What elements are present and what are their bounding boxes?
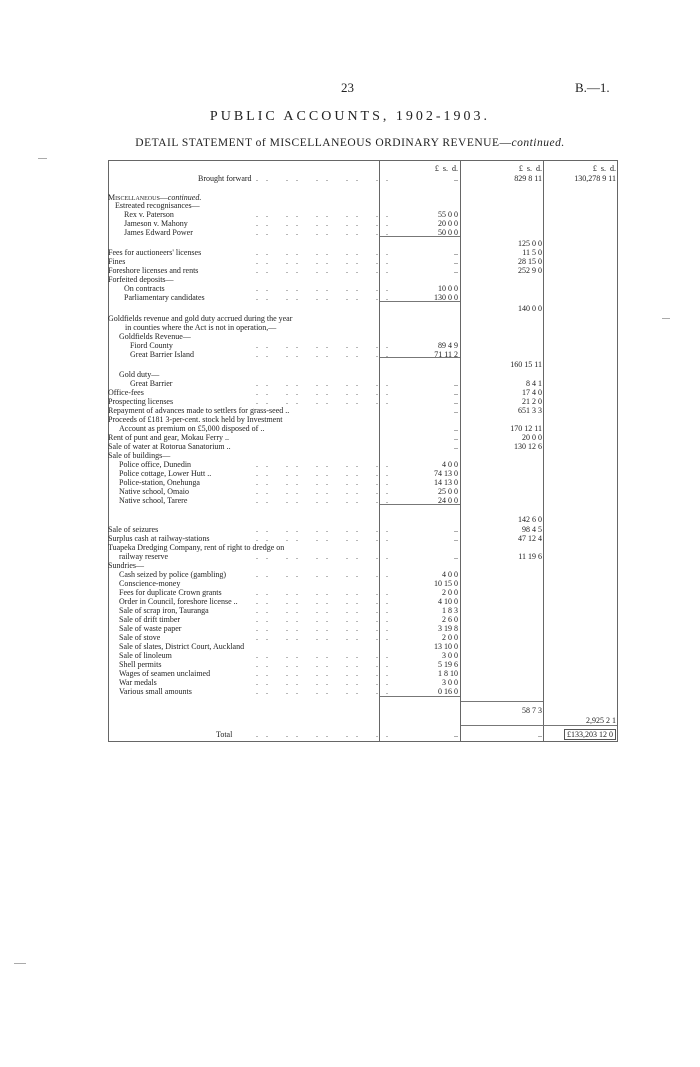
ledger-row	[108, 248, 618, 257]
leader-dots: .. .. .. .. ..	[256, 266, 396, 275]
amount-c2: 28 15 0	[518, 257, 542, 266]
row-description: railway reserve	[119, 552, 169, 561]
leader-dots: .. .. .. .. ..	[256, 388, 396, 397]
amount-c2: 21 2 0	[522, 397, 542, 406]
page-number: 23	[341, 80, 354, 95]
leader-dots: .. .. .. .. ..	[256, 248, 396, 257]
amount-c1: ..	[454, 388, 458, 397]
amount-c2: 17 4 0	[522, 388, 542, 397]
ledger-row	[108, 588, 618, 597]
grand-total-value: £133,203 12 0	[564, 729, 616, 740]
amount-c1: 2 0 0	[442, 588, 458, 597]
ledger-row	[108, 174, 618, 183]
amount-c2: 11 5 0	[522, 248, 542, 257]
ledger-row	[108, 415, 618, 424]
amount-c1: 24 0 0	[438, 496, 458, 505]
row-description: Rex v. Paterson	[124, 210, 174, 219]
leader-dots: .. .. .. .. ..	[256, 257, 396, 266]
amount-c1: ..	[454, 534, 458, 543]
amount-c1: 13 10 0	[434, 642, 458, 651]
leader-dots: .. .. .. .. ..	[256, 651, 396, 660]
ledger-row	[108, 275, 618, 284]
leader-dots: .. .. .. .. ..	[256, 588, 396, 597]
row-description: Native school, Tarere	[119, 496, 188, 505]
row-description: Prospecting licenses	[108, 397, 174, 406]
leader-dots: .. .. .. .. ..	[256, 669, 396, 678]
ledger-row	[108, 228, 618, 237]
amount-c1: 3 19 8	[438, 624, 458, 633]
ledger-row	[108, 266, 618, 275]
subtotal-rule	[461, 725, 617, 726]
row-description: Repayment of advances made to settlers for grass-seed ..	[108, 406, 290, 415]
leader-dots: .. .. .. .. ..	[256, 597, 396, 606]
document-title: PUBLIC ACCOUNTS, 1902-1903.	[209, 109, 491, 124]
row-description: Goldfields Revenue—	[119, 332, 191, 341]
row-description: in counties where the Act is not in operation,—	[125, 323, 277, 332]
ledger-row	[108, 561, 618, 570]
row-description: Fines	[108, 257, 126, 266]
amount-c2: ..	[538, 730, 542, 739]
amount-c1: 4 10 0	[438, 597, 458, 606]
row-description: Proceeds of £181 3-per-cent. stock held by Investment	[108, 415, 283, 424]
row-description: Sale of water at Rotorua Sanatorium ..	[108, 442, 231, 451]
amount-c1: 3 0 0	[442, 651, 458, 660]
amount-c1: ..	[454, 248, 458, 257]
amount-c1: 74 13 0	[434, 469, 458, 478]
amount-c1: 89 4 9	[438, 341, 458, 350]
row-description: Various small amounts	[119, 687, 192, 696]
leader-dots: .. .. .. .. ..	[256, 487, 396, 496]
leader-dots: .. .. .. .. ..	[256, 615, 396, 624]
ledger-row	[108, 716, 618, 725]
column-header-3: £ s. d.	[592, 164, 616, 173]
subtotal-rule	[380, 504, 460, 505]
amount-c1: ..	[454, 174, 458, 183]
amount-c3: 130,278 9 11	[574, 174, 616, 183]
amount-c2: 252 9 0	[518, 266, 542, 275]
amount-c1: 1 8 3	[442, 606, 458, 615]
leader-dots: .. .. .. .. ..	[256, 552, 396, 561]
row-description: Estreated recognisances—	[115, 201, 200, 210]
row-description: Brought forward	[198, 174, 252, 183]
ledger-row	[108, 570, 618, 579]
column-header-2: £ s. d.	[518, 164, 542, 173]
ledger-row	[108, 406, 618, 415]
amount-c2: 125 0 0	[518, 239, 542, 248]
ledger-row	[108, 543, 618, 552]
row-description: Fiord County	[130, 341, 173, 350]
row-description: Sale of slates, District Court, Auckland	[119, 642, 245, 651]
ledger-row	[108, 332, 618, 341]
leader-dots: .. .. .. .. ..	[256, 341, 396, 350]
ledger-row	[108, 487, 618, 496]
amount-c1: 130 0 0	[434, 293, 458, 302]
ledger-row	[108, 293, 618, 302]
row-description: Conscience-money	[119, 579, 181, 588]
ledger-row	[108, 210, 618, 219]
row-description: Goldfields revenue and gold duty accrued during the year	[108, 314, 293, 323]
amount-c2: 98 4 5	[522, 525, 542, 534]
ledger-row	[108, 379, 618, 388]
row-description: On contracts	[124, 284, 165, 293]
row-description: Total	[216, 730, 233, 739]
amount-c2: 170 12 11	[510, 424, 542, 433]
subtotal-rule	[380, 301, 460, 302]
ledger-row	[108, 201, 618, 210]
ledger-row	[108, 606, 618, 615]
ledger-row	[108, 304, 618, 313]
ledger-row	[108, 239, 618, 248]
ledger-row	[108, 433, 618, 442]
ledger-row	[108, 624, 618, 633]
amount-c2: 651 3 3	[518, 406, 542, 415]
row-description: James Edward Power	[124, 228, 193, 237]
row-description: Shell permits	[119, 660, 162, 669]
row-description: Sundries—	[108, 561, 144, 570]
subtotal-rule	[380, 696, 460, 697]
margin-mark	[38, 158, 47, 159]
leader-dots: .. .. .. .. ..	[256, 228, 396, 237]
amount-c2: 130 12 6	[514, 442, 542, 451]
ledger-row	[108, 219, 618, 228]
amount-c1: 4 0 0	[442, 570, 458, 579]
total-row	[108, 730, 618, 739]
row-description: Surplus cash at railway-stations	[108, 534, 210, 543]
ledger-row	[108, 257, 618, 266]
amount-c1: ..	[454, 406, 458, 415]
row-description: Sale of waste paper	[119, 624, 182, 633]
ledger-row	[108, 597, 618, 606]
amount-c1: ..	[454, 266, 458, 275]
row-description: Sale of stove	[119, 633, 161, 642]
amount-c2: 829 8 11	[514, 174, 542, 183]
row-description: Foreshore licenses and rents	[108, 266, 199, 275]
leader-dots: .. .. .. .. ..	[256, 379, 396, 388]
leader-dots: .. .. .. .. ..	[256, 293, 396, 302]
amount-c2: 11 19 6	[518, 552, 542, 561]
ledger-row	[108, 424, 618, 433]
ledger-row	[108, 534, 618, 543]
amount-c1: 5 19 6	[438, 660, 458, 669]
leader-dots: .. .. .. .. ..	[256, 687, 396, 696]
amount-c1: 1 8 10	[438, 669, 458, 678]
leader-dots: .. .. .. .. ..	[256, 350, 396, 359]
row-description: Sale of buildings—	[108, 451, 171, 460]
amount-c2: 160 15 11	[510, 360, 542, 369]
amount-c1: ..	[454, 433, 458, 442]
amount-c1: 71 11 2	[434, 350, 458, 359]
row-description: Wages of seamen unclaimed	[119, 669, 211, 678]
amount-c2: 47 12 4	[518, 534, 542, 543]
margin-mark	[662, 318, 670, 319]
leader-dots: .. .. .. .. ..	[256, 460, 396, 469]
ledger-row	[108, 496, 618, 505]
ledger-row	[108, 284, 618, 293]
ledger-row	[108, 442, 618, 451]
ledger-row	[108, 660, 618, 669]
subtotal-rule	[461, 701, 543, 702]
amount-c1: ..	[454, 257, 458, 266]
ledger-row	[108, 341, 618, 350]
ledger-row	[108, 651, 618, 660]
amount-c1: 10 15 0	[434, 579, 458, 588]
subtotal-rule	[380, 236, 460, 237]
row-description: Order in Council, foreshore license ..	[119, 597, 238, 606]
leader-dots: .. .. .. .. ..	[256, 284, 396, 293]
amount-c1: 10 0 0	[438, 284, 458, 293]
amount-c2: 58 7 3	[522, 706, 542, 715]
leader-dots: .. .. .. .. ..	[256, 660, 396, 669]
amount-c2: 8 4 1	[526, 379, 542, 388]
amount-c1: 4 0 0	[442, 460, 458, 469]
leader-dots: .. .. .. .. ..	[256, 210, 396, 219]
amount-c1: ..	[454, 379, 458, 388]
row-description: Police-station, Onehunga	[119, 478, 200, 487]
amount-c1: 2 6 0	[442, 615, 458, 624]
subtitle-continued: continued.	[511, 137, 565, 149]
table-bottom-rule	[108, 741, 618, 742]
row-description: Forfeited deposits—	[108, 275, 174, 284]
amount-c1: 0 16 0	[438, 687, 458, 696]
amount-c1: 3 0 0	[442, 678, 458, 687]
ledger-row	[108, 642, 618, 651]
ledger-row	[108, 388, 618, 397]
amount-c1: 14 13 0	[434, 478, 458, 487]
amount-c1: 25 0 0	[438, 487, 458, 496]
leader-dots: .. .. .. .. ..	[256, 730, 396, 739]
ledger-row	[108, 515, 618, 524]
ledger-row	[108, 579, 618, 588]
leader-dots: .. .. .. .. ..	[256, 219, 396, 228]
amount-c3	[545, 730, 616, 739]
ledger-row	[108, 478, 618, 487]
row-description: Sale of seizures	[108, 525, 159, 534]
amount-c1: 20 0 0	[438, 219, 458, 228]
amount-c2: 140 0 0	[518, 304, 542, 313]
row-description: Miscellaneous—continued.	[108, 193, 202, 202]
ledger-row	[108, 678, 618, 687]
amount-c1: 2 0 0	[442, 633, 458, 642]
amount-c1: 50 0 0	[438, 228, 458, 237]
row-description: Sale of linoleum	[119, 651, 172, 660]
amount-c1: ..	[454, 442, 458, 451]
row-description: Account as premium on £5,000 disposed of ..	[119, 424, 265, 433]
row-description: Sale of scrap iron, Tauranga	[119, 606, 209, 615]
ledger-row	[108, 460, 618, 469]
row-description: Gold duty—	[119, 370, 160, 379]
row-description: War medals	[119, 678, 157, 687]
row-description: Parliamentary candidates	[124, 293, 205, 302]
row-description: Cash seized by police (gambling)	[119, 570, 227, 579]
amount-c2: 20 0 0	[522, 433, 542, 442]
leader-dots: .. .. .. .. ..	[256, 496, 396, 505]
amount-c1: ..	[454, 552, 458, 561]
row-description: Rent of punt and gear, Mokau Ferry ..	[108, 433, 229, 442]
ledger-row	[108, 397, 618, 406]
ledger-row	[108, 669, 618, 678]
row-description: Fees for auctioneers' licenses	[108, 248, 202, 257]
leader-dots: .. .. .. .. ..	[256, 624, 396, 633]
leader-dots: .. .. .. .. ..	[256, 174, 396, 183]
row-description: Police office, Dunedin	[119, 460, 192, 469]
amount-c1: ..	[454, 424, 458, 433]
amount-c1: ..	[454, 525, 458, 534]
amount-c1: ..	[454, 730, 458, 739]
ledger-row	[108, 451, 618, 460]
row-description: Great Barrier	[130, 379, 173, 388]
amount-c1: 55 0 0	[438, 210, 458, 219]
margin-mark	[14, 963, 26, 964]
column-header-1: £ s. d.	[434, 164, 458, 173]
ledger-row	[108, 370, 618, 379]
ledger-row	[108, 323, 618, 332]
leader-dots: .. .. .. .. ..	[256, 534, 396, 543]
row-description: Sale of drift timber	[119, 615, 181, 624]
leader-dots: .. .. .. .. ..	[256, 570, 396, 579]
ledger-row	[108, 706, 618, 715]
amount-c1: ..	[454, 397, 458, 406]
ledger-table	[108, 160, 618, 742]
amount-c2: 142 6 0	[518, 515, 542, 524]
table-top-rule	[108, 160, 618, 161]
row-description: Police cottage, Lower Hutt ..	[119, 469, 212, 478]
leader-dots: .. .. .. .. ..	[256, 469, 396, 478]
row-description: Jameson v. Mahony	[124, 219, 188, 228]
ledger-row	[108, 633, 618, 642]
ledger-row	[108, 469, 618, 478]
amount-c3: 2,925 2 1	[586, 716, 616, 725]
leader-dots: .. .. .. .. ..	[256, 633, 396, 642]
leader-dots: .. .. .. .. ..	[256, 606, 396, 615]
ledger-row	[108, 350, 618, 359]
row-description: Native school, Omaio	[119, 487, 189, 496]
ledger-row	[108, 552, 618, 561]
leader-dots: .. .. .. .. ..	[256, 525, 396, 534]
row-description: Office-fees	[108, 388, 144, 397]
subtotal-rule	[380, 357, 460, 358]
ledger-row	[108, 360, 618, 369]
ledger-row	[108, 615, 618, 624]
ledger-row	[108, 687, 618, 696]
document-subtitle	[0, 137, 700, 149]
subtitle-main: DETAIL STATEMENT of MISCELLANEOUS ORDINARY REVENUE—	[135, 137, 512, 149]
leader-dots: .. .. .. .. ..	[256, 678, 396, 687]
page-code: B.—1.	[575, 80, 610, 95]
ledger-row	[108, 525, 618, 534]
row-description: Fees for duplicate Crown grants	[119, 588, 222, 597]
row-description: Great Barrier Island	[130, 350, 194, 359]
row-description: Tuapeka Dredging Company, rent of right to dredge on	[108, 543, 285, 552]
column-header-row	[108, 164, 618, 173]
leader-dots: .. .. .. .. ..	[256, 397, 396, 406]
ledger-row	[108, 314, 618, 323]
leader-dots: .. .. .. .. ..	[256, 478, 396, 487]
